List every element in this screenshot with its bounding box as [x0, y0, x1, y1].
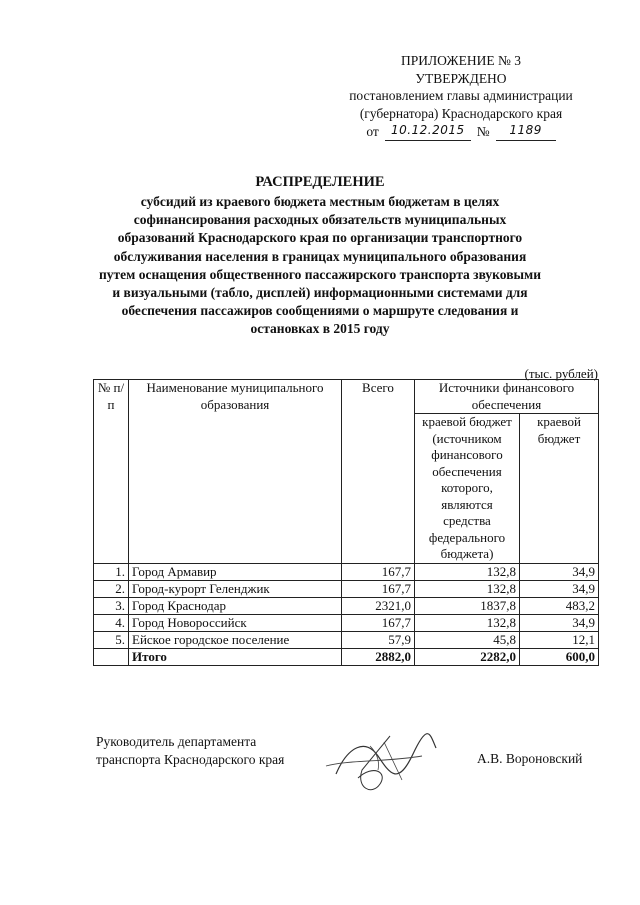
distribution-table — [93, 379, 599, 666]
row-name: Город-курорт Геленджик — [129, 580, 342, 597]
approval-date-row — [330, 122, 592, 141]
row-total: 167,7 — [342, 614, 415, 631]
row-federal: 132,8 — [415, 614, 520, 631]
row-total: 167,7 — [342, 580, 415, 597]
position-line-1: Руководитель департамента — [96, 734, 257, 749]
table-row — [94, 563, 599, 580]
subtitle-line: обеспечения пассажиров сообщениями о маршруте следования и — [121, 303, 519, 319]
row-total: 167,7 — [342, 563, 415, 580]
approval-date: 10.12.2015 — [385, 122, 471, 141]
row-federal: 132,8 — [415, 563, 520, 580]
row-regional: 12,1 — [520, 631, 599, 648]
row-num: 1. — [94, 563, 129, 580]
totals-row — [94, 648, 599, 665]
row-total: 57,9 — [342, 631, 415, 648]
subtitle-line: софинансирования расходных обязательств муниципальных — [133, 212, 507, 228]
units-label: (тыс. рублей) — [524, 366, 598, 381]
approval-line-1: постановлением главы администрации — [349, 88, 573, 103]
row-regional: 483,2 — [520, 597, 599, 614]
header-federal-regional: краевой бюджет (источником финансового обеспечения которого, являются средства федерального бюджета) — [415, 414, 520, 564]
subtitle-line: и визуальными (табло, дисплей) информационными системами для — [112, 285, 528, 301]
row-name: Ейское городское поселение — [129, 631, 342, 648]
document-title: РАСПРЕДЕЛЕНИЕ — [255, 174, 385, 190]
row-regional: 34,9 — [520, 563, 599, 580]
subtitle-line: путем оснащения общественного пассажирского транспорта звуковыми — [99, 266, 541, 282]
approval-block — [330, 52, 592, 141]
header-total: Всего — [342, 380, 415, 564]
totals-label: Итого — [129, 648, 342, 665]
totals-num-cell — [94, 648, 129, 665]
subtitle-line: субсидий из краевого бюджета местным бюджетам в целях — [140, 194, 500, 209]
row-num: 3. — [94, 597, 129, 614]
approved-label: УТВЕРЖДЕНО — [415, 70, 507, 86]
table-row — [94, 597, 599, 614]
subtitle-line: образований Краснодарского края по организации транспортного — [117, 230, 523, 246]
row-num: 4. — [94, 614, 129, 631]
header-name: Наименование муниципального образования — [129, 380, 342, 564]
table-row — [94, 580, 599, 597]
row-total: 2321,0 — [342, 597, 415, 614]
document-subtitle — [80, 193, 560, 339]
row-name: Город Новороссийск — [129, 614, 342, 631]
row-name: Город Краснодар — [129, 597, 342, 614]
subtitle-line: остановках в 2015 году — [250, 321, 390, 337]
from-label: от — [366, 124, 379, 139]
row-regional: 34,9 — [520, 580, 599, 597]
footer-position — [96, 733, 284, 769]
position-line-2: транспорта Краснодарского края — [96, 752, 285, 767]
approval-line-2: (губернатора) Краснодарского края — [359, 105, 563, 121]
row-regional: 34,9 — [520, 614, 599, 631]
signer-name: А.В. Вороновский — [477, 751, 583, 766]
totals-total: 2882,0 — [342, 648, 415, 665]
header-num: № п/п — [94, 380, 129, 564]
signature-image — [318, 726, 448, 796]
appendix-label: ПРИЛОЖЕНИЕ № 3 — [400, 53, 522, 68]
row-federal: 1837,8 — [415, 597, 520, 614]
row-federal: 45,8 — [415, 631, 520, 648]
totals-regional: 600,0 — [520, 648, 599, 665]
table-row — [94, 631, 599, 648]
totals-federal: 2282,0 — [415, 648, 520, 665]
row-federal: 132,8 — [415, 580, 520, 597]
number-label: № — [476, 124, 490, 139]
row-num: 5. — [94, 631, 129, 648]
row-num: 2. — [94, 580, 129, 597]
subtitle-line: обслуживания населения в границах муниципального образования — [113, 248, 527, 264]
table-row — [94, 614, 599, 631]
header-sources: Источники финансового обеспечения — [415, 380, 599, 414]
approval-number: 1189 — [496, 122, 556, 141]
header-regional: краевой бюджет — [520, 414, 599, 564]
row-name: Город Армавир — [129, 563, 342, 580]
